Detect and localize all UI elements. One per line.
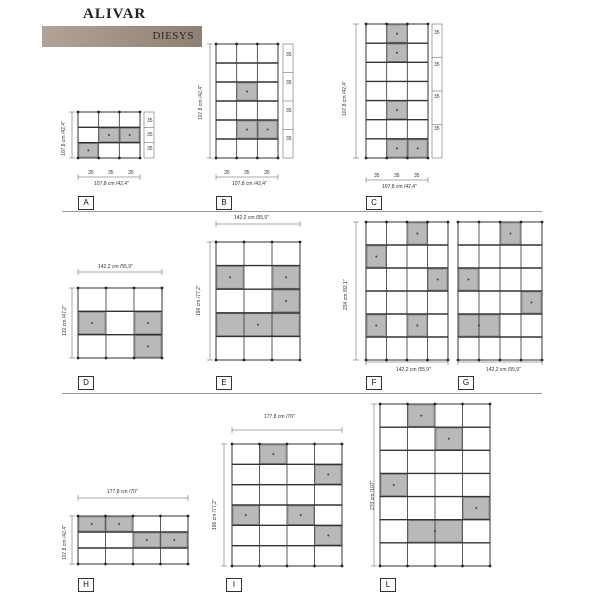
unit-i-joint [286, 443, 289, 446]
unit-l-door-knob [448, 438, 450, 440]
unit-f-door-knob [416, 325, 418, 327]
unit-h-door-knob [91, 523, 93, 525]
unit-h-joint [187, 563, 190, 566]
config-label-h: H [78, 578, 94, 592]
unit-g-joint [457, 221, 460, 224]
width-dimension-e: 142,2 cm /55,9" [234, 215, 269, 221]
col-width-a-1: 35 [88, 170, 94, 176]
unit-b-joint [256, 43, 259, 46]
unit-a-joint [77, 111, 80, 114]
unit-g-door-knob [531, 302, 533, 304]
config-label-l: L [380, 578, 396, 592]
unit-a-joint [118, 111, 121, 114]
width-dimension-i: 177,8 cm /70" [264, 414, 295, 420]
unit-h-joint [159, 515, 162, 518]
unit-g-door-knob [510, 233, 512, 235]
unit-i-joint [258, 443, 261, 446]
unit-l-joint [434, 403, 437, 406]
unit-g-joint [478, 359, 481, 362]
col-width-c-2: 35 [394, 173, 400, 179]
unit-b-joint [235, 157, 238, 160]
height-dimension-h: 107,8 cm /42,4" [62, 525, 68, 560]
unit-d-door-knob [91, 322, 93, 324]
side-mark: 35 [147, 146, 153, 152]
unit-f-door-knob [416, 233, 418, 235]
unit-a-door-knob [129, 134, 131, 136]
width-dimension-h: 177,8 cm /70" [107, 489, 138, 495]
unit-h-joint [159, 563, 162, 566]
unit-l-joint [406, 403, 409, 406]
unit-e-joint [243, 241, 246, 244]
side-mark: 35 [286, 52, 292, 58]
unit-l-joint [461, 565, 464, 568]
collection-name: DIESYS [152, 30, 194, 42]
unit-e-joint [215, 241, 218, 244]
unit-g-joint [499, 221, 502, 224]
width-dimension-d: 142,2 cm /55,9" [98, 264, 133, 270]
unit-l-joint [406, 565, 409, 568]
unit-f-door-knob [375, 325, 377, 327]
side-mark: 35 [434, 126, 440, 132]
unit-i-joint [313, 565, 316, 568]
col-width-c-3: 35 [414, 173, 420, 179]
height-dimension-e: 196 cm /77,2" [196, 285, 202, 316]
unit-h-joint [132, 515, 135, 518]
config-label-a: A [78, 196, 94, 210]
side-mark: 35 [286, 80, 292, 86]
config-label-d: D [78, 376, 94, 390]
unit-d-joint [133, 357, 136, 360]
col-width-b-3: 35 [264, 170, 270, 176]
row-separator [62, 393, 542, 394]
unit-f-joint [385, 359, 388, 362]
unit-b-joint [256, 157, 259, 160]
side-mark: 35 [434, 94, 440, 100]
unit-a-joint [97, 111, 100, 114]
unit-d-joint [133, 287, 136, 290]
unit-c-door-knob [396, 33, 398, 35]
unit-h-joint [132, 563, 135, 566]
config-label-f: F [366, 376, 382, 390]
side-mark: 35 [286, 136, 292, 142]
unit-f-joint [426, 221, 429, 224]
unit-g-joint [520, 359, 523, 362]
unit-c-joint [427, 157, 430, 160]
unit-h-joint [187, 515, 190, 518]
unit-b-joint [235, 43, 238, 46]
unit-b-joint [277, 43, 280, 46]
unit-a-joint [118, 157, 121, 160]
unit-i-door-knob [300, 514, 302, 516]
unit-c-door-knob [396, 109, 398, 111]
width-dimension-b: 107,8 cm /42,4" [232, 181, 267, 187]
unit-a-joint [139, 111, 142, 114]
unit-e-joint [271, 359, 274, 362]
unit-g-joint [541, 221, 544, 224]
height-dimension-d: 120 cm /47,2" [62, 305, 68, 336]
unit-a-joint [139, 157, 142, 160]
unit-e-door-knob [229, 276, 231, 278]
unit-d-joint [161, 357, 164, 360]
unit-l-joint [461, 403, 464, 406]
brand-name: ALIVAR [83, 6, 147, 22]
unit-i-joint [231, 443, 234, 446]
col-width-a-3: 35 [128, 170, 134, 176]
unit-i-door-knob [272, 453, 274, 455]
config-label-e: E [216, 376, 232, 390]
unit-b-joint [215, 43, 218, 46]
unit-e-joint [215, 359, 218, 362]
unit-b-joint [215, 157, 218, 160]
unit-c-joint [365, 23, 368, 26]
unit-i-joint [286, 565, 289, 568]
unit-f-joint [447, 221, 450, 224]
side-mark: 35 [147, 132, 153, 138]
unit-a-joint [97, 157, 100, 160]
unit-f-door-knob [437, 279, 439, 281]
unit-b-door-knob [246, 129, 248, 131]
side-mark: 35 [434, 30, 440, 36]
unit-l-joint [489, 403, 492, 406]
unit-g-joint [520, 221, 523, 224]
unit-e-door-knob [285, 276, 287, 278]
unit-d-joint [105, 357, 108, 360]
unit-c-joint [406, 23, 409, 26]
unit-i-joint [313, 443, 316, 446]
unit-e-joint [243, 359, 246, 362]
unit-e-door-knob [285, 300, 287, 302]
unit-e-joint [299, 241, 302, 244]
unit-f-joint [406, 221, 409, 224]
unit-b-door-knob [246, 91, 248, 93]
unit-i-door-knob [245, 514, 247, 516]
width-dimension-f: 142,2 cm /55,9" [396, 367, 431, 373]
unit-h-door-knob [146, 539, 148, 541]
config-label-i: I [226, 578, 242, 592]
config-label-c: C [366, 196, 382, 210]
col-width-c-1: 35 [374, 173, 380, 179]
unit-e-door-knob [257, 324, 259, 326]
unit-i-door-knob [327, 535, 329, 537]
unit-l-door-knob [475, 507, 477, 509]
height-dimension-i: 196 cm /77,2" [212, 499, 218, 530]
height-dimension-l: 270 cm /107" [370, 480, 376, 510]
unit-c-joint [365, 157, 368, 160]
side-mark: 35 [434, 62, 440, 68]
unit-d-joint [161, 287, 164, 290]
unit-c-joint [406, 157, 409, 160]
unit-f-joint [385, 221, 388, 224]
height-dimension-c: 107,8 cm /42,4" [342, 81, 348, 116]
unit-e-joint [299, 359, 302, 362]
unit-d-joint [105, 287, 108, 290]
width-dimension-c: 107,8 cm /42,4" [382, 184, 417, 190]
unit-g-joint [478, 221, 481, 224]
unit-g-joint [499, 359, 502, 362]
config-label-g: G [458, 376, 474, 390]
unit-a-joint [77, 157, 80, 160]
height-dimension-b: 107,8 cm /42,4" [198, 85, 204, 120]
unit-h-door-knob [118, 523, 120, 525]
unit-c-joint [385, 23, 388, 26]
unit-h-joint [77, 515, 80, 518]
col-width-a-2: 35 [108, 170, 114, 176]
unit-f-joint [406, 359, 409, 362]
unit-f-joint [365, 221, 368, 224]
height-dimension-a: 107,8 cm /42,4" [61, 121, 67, 156]
unit-c-joint [385, 157, 388, 160]
side-mark: 35 [147, 118, 153, 124]
unit-b-door-knob [267, 129, 269, 131]
unit-l-joint [434, 565, 437, 568]
unit-i-joint [341, 443, 344, 446]
unit-d-door-knob [147, 322, 149, 324]
row-separator [62, 211, 542, 212]
unit-h-joint [104, 515, 107, 518]
config-label-b: B [216, 196, 232, 210]
unit-c-joint [427, 23, 430, 26]
unit-c-door-knob [396, 147, 398, 149]
side-mark: 35 [286, 108, 292, 114]
unit-l-joint [489, 565, 492, 568]
unit-l-door-knob [393, 484, 395, 486]
height-dimension-f: 234 cm /92,1" [343, 279, 349, 310]
unit-d-door-knob [147, 345, 149, 347]
unit-l-joint [379, 403, 382, 406]
unit-d-joint [77, 357, 80, 360]
unit-g-door-knob [468, 279, 470, 281]
unit-d-joint [77, 287, 80, 290]
col-width-b-1: 35 [224, 170, 230, 176]
unit-f-joint [426, 359, 429, 362]
col-width-b-2: 35 [244, 170, 250, 176]
unit-h-joint [77, 563, 80, 566]
width-dimension-a: 107,8 cm /42,4" [94, 181, 129, 187]
width-dimension-g: 142,2 cm /55,9" [486, 367, 521, 373]
unit-a-door-knob [87, 149, 89, 151]
unit-c-door-knob [396, 52, 398, 54]
unit-f-door-knob [375, 256, 377, 258]
unit-h-joint [104, 563, 107, 566]
unit-i-joint [258, 565, 261, 568]
unit-c-door-knob [417, 147, 419, 149]
unit-l-joint [379, 565, 382, 568]
unit-a-door-knob [108, 134, 110, 136]
unit-i-joint [341, 565, 344, 568]
unit-i-joint [231, 565, 234, 568]
unit-h-door-knob [173, 539, 175, 541]
unit-e-joint [271, 241, 274, 244]
unit-i-door-knob [327, 474, 329, 476]
unit-l-door-knob [420, 415, 422, 417]
unit-b-joint [277, 157, 280, 160]
